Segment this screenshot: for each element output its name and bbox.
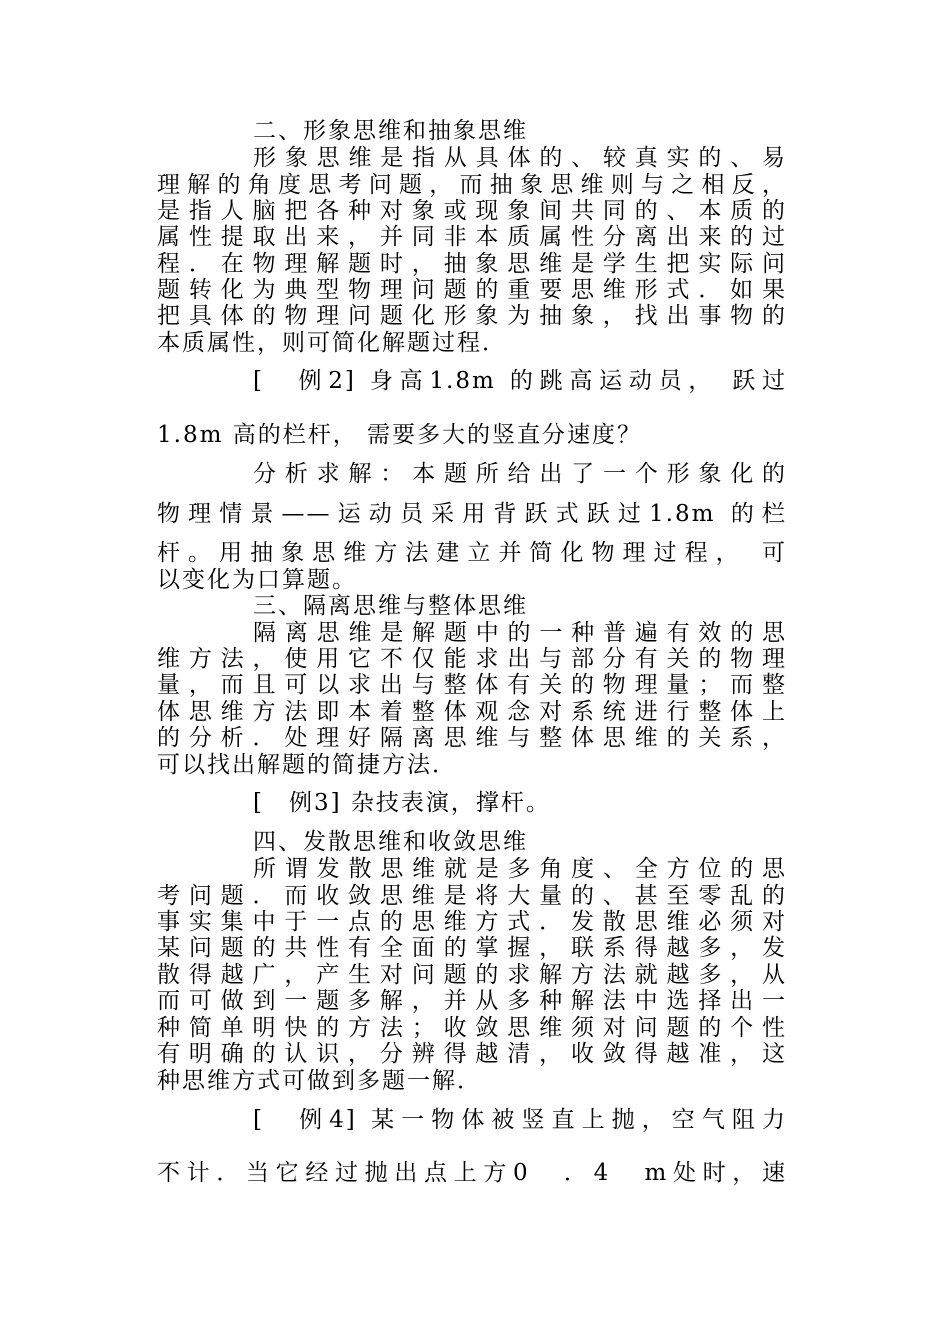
section-heading-2: 二、形象思维和抽象思维 (253, 118, 528, 144)
paragraph-line: 题转化为典型物理问题的重要思维形式．如果 (157, 277, 787, 303)
paragraph-line: 属性提取出来，并同非本质属性分离出来的过 (157, 224, 787, 250)
example-2-line: 1.8m 高的栏杆， 需要多大的竖直分速度？ (157, 422, 643, 448)
analysis-line: 物理情景——运动员采用背跃式跃过1.8m 的栏 (157, 501, 787, 527)
analysis-line: 分析求解：本题所给出了一个形象化的 (253, 461, 787, 487)
paragraph-line: 考问题．而收敛思维是将大量的、甚至零乱的 (157, 883, 787, 909)
paragraph-line: 体思维方法即本着整体观念对系统进行整体上 (157, 699, 787, 725)
paragraph-line: 理解的角度思考问题，而抽象思维则与之相反， (157, 172, 787, 198)
paragraph-line: 有明确的认识，分辨得越清，收敛得越准，这 (157, 1041, 787, 1067)
paragraph-line: 种思维方式可做到多题一解． (157, 1068, 482, 1094)
example-4-line: 不计．当它经过抛出点上方0 ．4 m处时，速 (157, 1160, 787, 1186)
paragraph-line: 种简单明快的方法；收敛思维须对问题的个性 (157, 1015, 787, 1041)
paragraph-line: 程．在物理解题时，抽象思维是学生把实际问 (157, 251, 787, 277)
paragraph-line: 形象思维是指从具体的、较真实的、易 (253, 145, 787, 171)
example-4-line: [ 例4] 某一物体被竖直上抛，空气阻力 (253, 1107, 787, 1133)
section-heading-4: 四、发散思维和收敛思维 (253, 829, 528, 855)
paragraph-line: 散得越广，产生对问题的求解方法就越多，从 (157, 962, 787, 988)
example-3-line: [ 例3] 杂技表演，撑杆。 (253, 790, 551, 816)
paragraph-line: 所谓发散思维就是多角度、全方位的思 (253, 856, 787, 882)
paragraph-line: 本质属性，则可简化解题过程． (157, 330, 507, 356)
paragraph-line: 隔离思维是解题中的一种普遍有效的思 (253, 620, 787, 646)
paragraph-line: 的分析．处理好隔离思维与整体思维的关系， (157, 725, 787, 751)
paragraph-line: 是指人脑把各种对象或现象间共同的、本质的 (157, 198, 787, 224)
paragraph-line: 量，而且可以求出与整体有关的物理量；而整 (157, 672, 787, 698)
paragraph-line: 维方法，使用它不仅能求出与部分有关的物理 (157, 646, 787, 672)
example-2-line: [ 例2] 身高1.8m 的跳高运动员， 跃过 (253, 368, 787, 394)
paragraph-line: 某问题的共性有全面的掌握，联系得越多，发 (157, 935, 787, 961)
analysis-line: 杆。用抽象思维方法建立并简化物理过程， 可 (157, 540, 787, 566)
paragraph-line: 可以找出解题的简捷方法． (157, 752, 457, 778)
section-heading-3: 三、隔离思维与整体思维 (253, 593, 528, 619)
analysis-line: 以变化为口算题。 (157, 567, 357, 593)
paragraph-line: 事实集中于一点的思维方式．发散思维必须对 (157, 909, 787, 935)
paragraph-line: 而可做到一题多解，并从多种解法中选择出一 (157, 988, 787, 1014)
paragraph-line: 把具体的物理问题化形象为抽象，找出事物的 (157, 303, 787, 329)
